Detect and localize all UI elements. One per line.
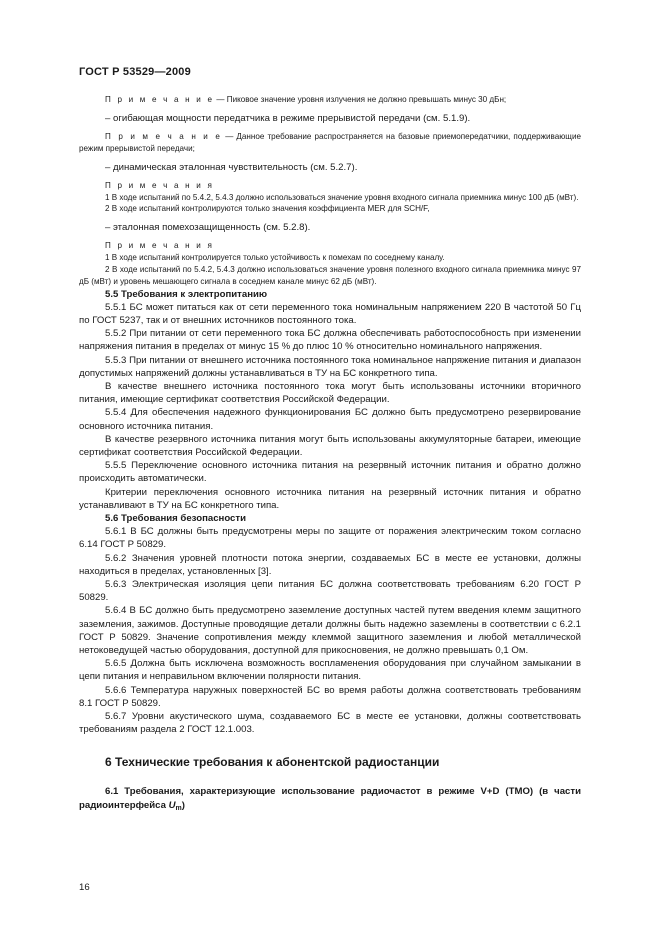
subsection-heading-6-1: 6.1 Требования, характеризующие использование радиочастот в режиме V+D (TMO) (в части радиоинтерфейса $U_m$): [79, 786, 581, 812]
note-1: П р и м е ч а н и е — Пиковое значение уровня излучения не должно превышать минус 30 дБн;: [105, 95, 507, 104]
paragraph: 5.6.1 В БС должны быть предусмотрены меры по защите от поражения электрическим током согласно 6.14 ГОСТ Р 50829.: [79, 526, 581, 551]
note-2: П р и м е ч а н и е — Данное требование распространяется на базовые приемопередатчики, поддерживающие режим прерывистой передачи;: [79, 132, 581, 153]
notes-heading: П р и м е ч а н и я: [105, 241, 215, 251]
paragraph: 5.6.6 Температура наружных поверхностей БС во время работы должна соответствовать требованиям 8.1 ГОСТ Р 50829.: [79, 684, 581, 709]
paragraph: 5.5.4 Для обеспечения надежного функционирования БС должно быть предусмотрено резервирование основного источника питания.: [79, 407, 581, 432]
note-item: 2 В ходе испытаний по 5.4.2, 5.4.3 должно использоваться значение уровня полезного входного сигнала приемника минус 97 дБ (мВт) и уровень мешающего сигнала в соседнем канале минус 62 дБ (мВт).: [79, 264, 581, 286]
paragraph: Критерии переключения основного источника питания на резервный источник питания и обратно устанавливают в ТУ на БС конкретного типа.: [79, 486, 581, 511]
note-item: 2 В ходе испытаний контролируются только значения коэффициента MER для SCH/F,: [105, 204, 430, 214]
paragraph: В качестве резервного источника питания могут быть использованы аккумуляторные батареи, имеющие сертификат соответствия Российской Федерации.: [79, 433, 581, 459]
paragraph: 5.5.3 При питании от внешнего источника постоянного тока номинальное напряжение питания и диапазон допустимых напряжений должны устанавливаться в ТУ на БС конкретного типа.: [79, 354, 581, 379]
note-item: 1 В ходе испытаний контролируется только устойчивость к помехам по соседнему каналу.: [105, 253, 445, 263]
bullet-item: – динамическая эталонная чувствительность (см. 5.2.7).: [105, 161, 358, 173]
subsection-heading-5-5: 5.5 Требования к электропитанию: [105, 288, 268, 300]
paragraph: 5.5.5 Переключение основного источника питания на резервный источник питания и обратно должно происходить автоматически.: [79, 460, 581, 485]
paragraph: 5.6.7 Уровни акустического шума, создаваемого БС в месте ее установки, должны соответствовать требованиям раздела 2 ГОСТ 12.1.003.: [79, 711, 581, 736]
subsection-heading-5-6: 5.6 Требования безопасности: [105, 513, 246, 525]
section-heading-6: 6 Технические требования к абонентской радиостанции: [105, 755, 440, 770]
paragraph: 5.5.2 При питании от сети переменного тока БС должна обеспечивать работоспособность при изменении напряжения питания в пределах от минус 15 % до плюс 10 % относительно номинального напряжения.: [79, 328, 581, 353]
document-header: ГОСТ Р 53529—2009: [79, 66, 191, 78]
note-item: 1 В ходе испытаний по 5.4.2, 5.4.3 должно использоваться значение уровня входного сигнала приемника минус 100 дБ (мВт).: [105, 192, 579, 202]
document-body: [79, 94, 581, 815]
paragraph: В качестве внешнего источника постоянного тока могут быть использованы источники вторичного питания, имеющие сертификат соответствия Российской Федерации.: [79, 381, 581, 406]
notes-heading: П р и м е ч а н и я: [105, 180, 215, 190]
paragraph: 5.6.2 Значения уровней плотности потока энергии, создаваемых БС в месте ее установки, должны находиться в пределах, установленных [3].: [79, 552, 581, 577]
paragraph: 5.6.3 Электрическая изоляция цепи питания БС должна соответствовать требованиям 6.20 ГОСТ Р 50829.: [79, 579, 581, 604]
bullet-item: – эталонная помехозащищенность (см. 5.2.8).: [105, 222, 311, 234]
paragraph: 5.6.4 В БС должно быть предусмотрено заземление доступных частей путем введения клемм защитного заземления, зажимов. Доступные проводящие детали должны быть надежно заземлены в соответствии с 6.2.1 ГОСТ Р 50829. Значение сопротивления между клеммой защитного заземления и любой металлической нетоковедущей частью оборудования, доступной для прикосновения, не должно превышать 0,1 Ом.: [79, 605, 581, 657]
paragraph: 5.5.1 БС может питаться как от сети переменного тока номинальным напряжением 220 В частотой 50 Гц по ГОСТ 5237, так и от внешних источников постоянного тока.: [79, 301, 581, 326]
paragraph: 5.6.5 Должна быть исключена возможность воспламенения оборудования при случайном замыкании в цепи питания и неправильном включении полярности питания.: [79, 658, 581, 683]
bullet-item: – огибающая мощности передатчика в режиме прерывистой передачи (см. 5.1.9).: [105, 112, 471, 124]
page-number: 16: [79, 882, 90, 893]
